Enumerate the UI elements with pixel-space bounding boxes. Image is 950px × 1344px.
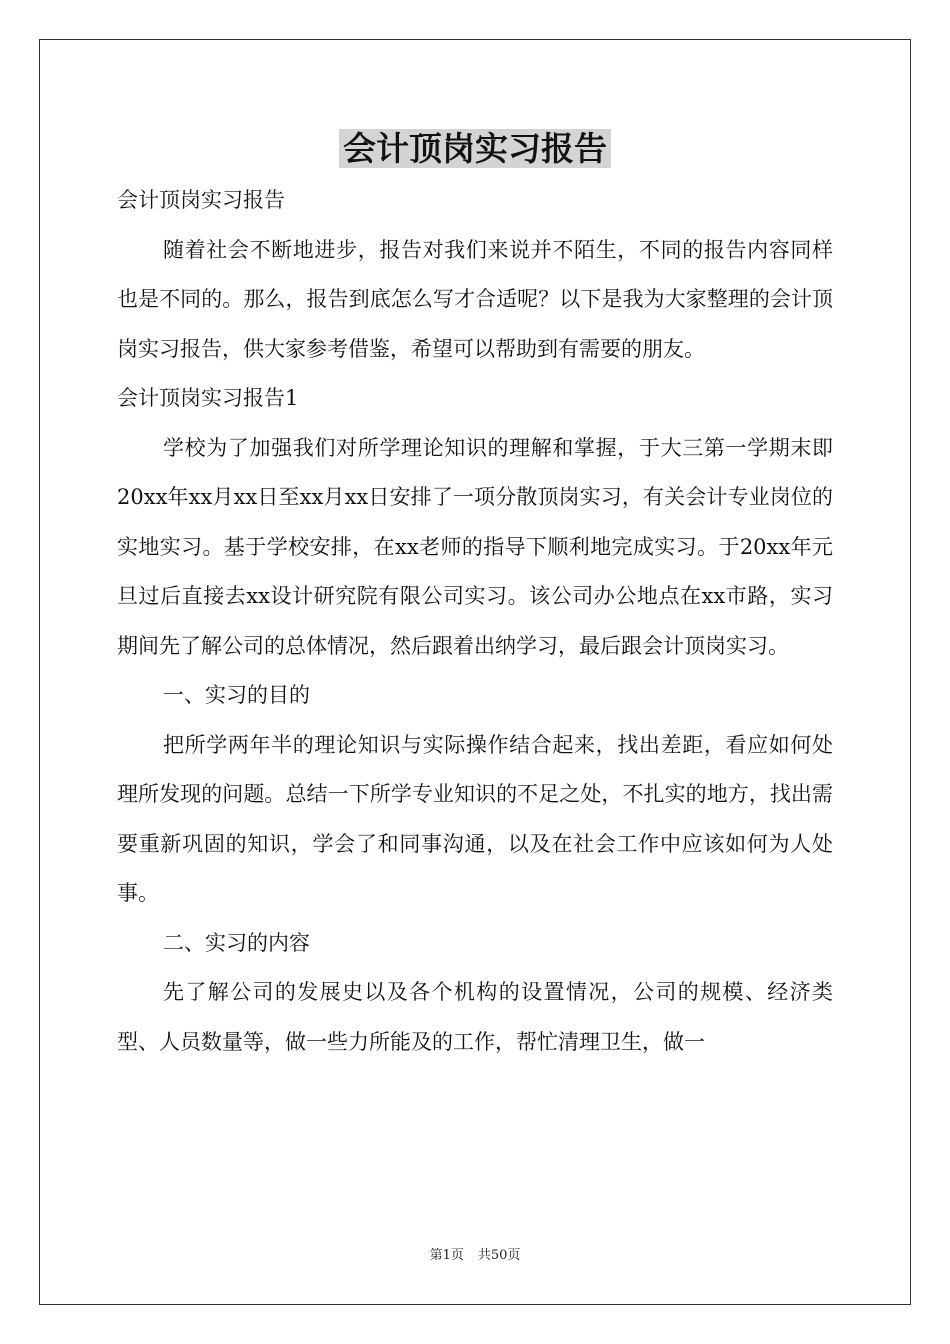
paragraph-content: 先了解公司的发展史以及各个机构的设置情况，公司的规模、经济类型、人员数量等，做一些力所能及的工作，帮忙清理卫生，做一 [117, 980, 833, 1054]
page-number: 第1页 [429, 1248, 464, 1263]
paragraph-section-heading: 会计顶岗实习报告1 [117, 386, 299, 410]
paragraph-intro: 随着社会不断地进步，报告对我们来说并不陌生，不同的报告内容同样也是不同的。那么，报告到底怎么写才合适呢？以下是我为大家整理的会计顶岗实习报告，供大家参考借鉴，希望可以帮助到有需要的朋友。 [117, 237, 833, 361]
document-body [117, 176, 833, 1067]
heading-purpose: 一、实习的目的 [163, 683, 310, 707]
page-total: 共50页 [477, 1248, 521, 1263]
page-footer [0, 1246, 950, 1266]
paragraph-purpose: 把所学两年半的理论知识与实际操作结合起来，找出差距，看应如何处理所发现的问题。总结一下所学专业知识的不足之处，不扎实的地方，找出需要重新巩固的知识，学会了和同事沟通，以及在社会工作中应该如何为人处事。 [117, 732, 833, 905]
paragraph-subtitle: 会计顶岗实习报告 [117, 188, 285, 212]
paragraph-background: 学校为了加强我们对所学理论知识的理解和掌握，于大三第一学期末即20xx年xx月xx日至xx月xx日安排了一项分散顶岗实习，有关会计专业岗位的实地实习。基于学校安排，在xx老师的指导下顺利地完成实习。于20xx年元旦过后直接去xx设计研究院有限公司实习。该公司办公地点在xx市路，实习期间先了解公司的总体情况，然后跟着出纳学习，最后跟会计顶岗实习。 [117, 435, 833, 658]
heading-content: 二、实习的内容 [163, 930, 310, 955]
document-title [0, 126, 950, 172]
title-text: 会计顶岗实习报告 [339, 129, 611, 168]
